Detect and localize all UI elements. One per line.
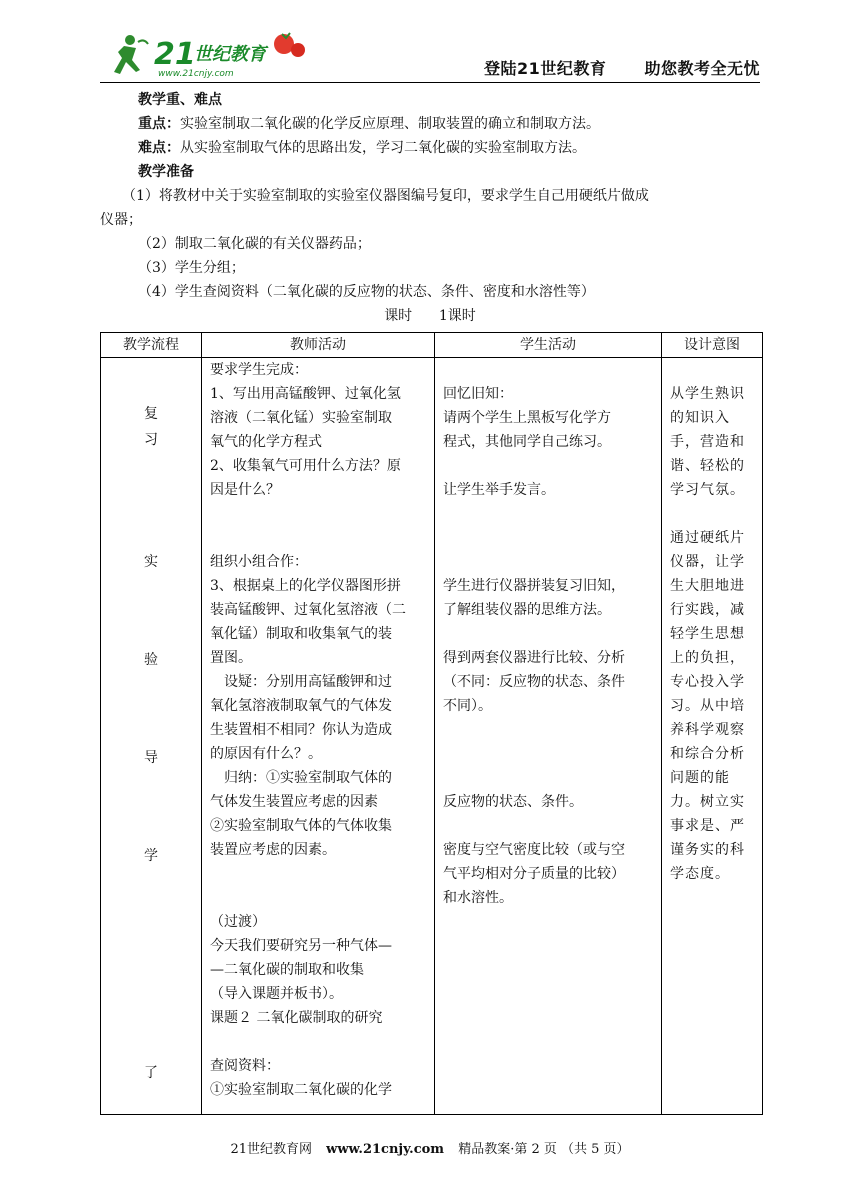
- teacher-line: （导入课题并板书）。: [210, 986, 343, 1002]
- design-line: 专心投入学: [670, 674, 745, 690]
- teacher-line: 溶液（二氧化锰）实验室制取: [210, 410, 392, 426]
- design-intent-cell: [662, 358, 763, 1115]
- teacher-line: 课题２ 二氧化碳制取的研究: [210, 1010, 383, 1026]
- design-line: 的知识入: [670, 410, 730, 426]
- student-line: [443, 742, 653, 766]
- prep-item-2: （2）制取二氧化碳的有关仪器药品；: [138, 236, 371, 252]
- student-line: 请两个学生上黑板写化学方: [443, 410, 611, 426]
- design-line: 养科学观察: [670, 722, 745, 738]
- prep-item-3: （3）学生分组；: [138, 260, 245, 276]
- student-line: 和水溶性。: [443, 890, 513, 906]
- teacher-line: （过渡）: [210, 914, 266, 930]
- difficulty-label: 难点：: [138, 140, 180, 156]
- design-line: [670, 358, 754, 382]
- design-line: 问题的能: [670, 770, 730, 786]
- flow-char: 了: [144, 1065, 158, 1081]
- flow-char: 学: [144, 848, 158, 864]
- flow-cell: [101, 358, 202, 1115]
- student-line: 气平均相对分子质量的比较）: [443, 866, 625, 882]
- key-point: [100, 112, 760, 136]
- teacher-line: 设疑：分别用高锰酸钾和过: [210, 674, 392, 690]
- key-label: 重点：: [138, 116, 180, 132]
- student-line: [443, 526, 653, 550]
- flow-char: 习: [144, 432, 158, 448]
- header-teacher: 教师活动: [202, 333, 435, 358]
- difficulty-point: [100, 136, 760, 160]
- design-line: 轻学生思想: [670, 626, 745, 642]
- teacher-line: 组织小组合作：: [210, 554, 308, 570]
- teacher-line: 2、收集氧气可用什么方法？原: [210, 458, 401, 474]
- design-line: 谐、轻松的: [670, 458, 745, 474]
- student-line: 得到两套仪器进行比较、分析: [443, 650, 625, 666]
- student-line: [443, 550, 653, 574]
- design-line: 从学生熟识: [670, 386, 745, 402]
- difficulty-text: 从实验室制取气体的思路出发，学习二氧化碳的实验室制取方法。: [180, 140, 586, 156]
- student-line: [443, 358, 653, 382]
- flow-char: 实: [144, 554, 158, 570]
- teacher-activity-cell: [202, 358, 435, 1115]
- teacher-line: 因是什么？: [210, 482, 280, 498]
- teacher-line: ①实验室制取二氧化碳的化学: [210, 1082, 392, 1098]
- design-line: [670, 502, 754, 526]
- key-text: 实验室制取二氧化碳的化学反应原理、制取装置的确立和制取方法。: [180, 116, 600, 132]
- teacher-line: 3、根据桌上的化学仪器图形拼: [210, 578, 401, 594]
- teacher-line: 氧气的化学方程式: [210, 434, 322, 450]
- svg-text:www.21cnjy.com: www.21cnjy.com: [158, 69, 234, 79]
- header-design: 设计意图: [662, 333, 763, 358]
- design-line: 学习气氛。: [670, 482, 745, 498]
- flow-char: 导: [144, 750, 158, 766]
- slogan-left: 登陆21世纪教育: [484, 59, 607, 78]
- prep-item-1-cont: 仪器；: [100, 212, 142, 228]
- heading-key-difficulty: 教学重、难点: [138, 92, 222, 108]
- design-line: 通过硬纸片: [670, 530, 745, 546]
- site-logo: [108, 30, 308, 80]
- teacher-line: [210, 526, 426, 550]
- student-line: [443, 766, 653, 790]
- period-line: 课时 1课时: [384, 308, 476, 324]
- teacher-line: 置图。: [210, 650, 252, 666]
- student-line: [443, 622, 653, 646]
- table-header-row: [101, 333, 763, 358]
- design-line: 仪器，让学: [670, 554, 745, 570]
- teacher-line: 装高锰酸钾、过氧化氢溶液（二: [210, 602, 406, 618]
- student-line: 反应物的状态、条件。: [443, 794, 583, 810]
- teacher-line: 装置应考虑的因素。: [210, 842, 336, 858]
- footer-site-link[interactable]: www.21cnjy.com: [326, 1142, 445, 1157]
- intro-section: [100, 88, 760, 328]
- table-row: [101, 358, 763, 1115]
- student-line: 程式，其他同学自己练习。: [443, 434, 611, 450]
- student-line: [443, 454, 653, 478]
- design-line: 谨务实的科: [670, 842, 745, 858]
- svg-text:世纪教育: 世纪教育: [194, 44, 266, 65]
- design-line: 手，营造和: [670, 434, 745, 450]
- student-activity-cell: [435, 358, 662, 1115]
- footer-page-info: 精品教案·第 2 页 （共 5 页）: [458, 1142, 630, 1157]
- design-line: 行实践，减: [670, 602, 745, 618]
- header-flow: 教学流程: [101, 333, 202, 358]
- teacher-line: 氧化锰）制取和收集氧气的装: [210, 626, 392, 642]
- page-footer: [0, 1138, 860, 1157]
- footer-org: 21世纪教育网: [230, 1142, 313, 1157]
- teacher-line: [210, 1030, 426, 1054]
- teacher-line: [210, 502, 426, 526]
- teacher-line: [210, 886, 426, 910]
- heading-preparation: 教学准备: [138, 164, 194, 180]
- teacher-line: 归纳：①实验室制取气体的: [210, 770, 392, 786]
- header-slogan: [484, 56, 760, 79]
- prep-item-1: （1）将教材中关于实验室制取的实验室仪器图编号复印，要求学生自己用硬纸片做成: [122, 188, 649, 204]
- teacher-line: 气体发生装置应考虑的因素: [210, 794, 378, 810]
- teacher-line: 1、写出用高锰酸钾、过氧化氢: [210, 386, 401, 402]
- student-line: 让学生举手发言。: [443, 482, 555, 498]
- teacher-line: —二氧化碳的制取和收集: [210, 962, 364, 978]
- flow-char: 复: [144, 406, 158, 422]
- teacher-line: [210, 862, 426, 886]
- design-line: 力。树立实: [670, 794, 745, 810]
- page-header: [100, 30, 760, 82]
- teacher-line: ②实验室制取气体的气体收集: [210, 818, 392, 834]
- slogan-right: 助您教考全无忧: [644, 59, 760, 78]
- teacher-line: 要求学生完成：: [210, 362, 308, 378]
- design-line: 学态度。: [670, 866, 730, 882]
- design-line: 生大胆地进: [670, 578, 745, 594]
- teacher-line: 氧化氢溶液制取氧气的气体发: [210, 698, 392, 714]
- student-line: 学生进行仪器拼装复习旧知，: [443, 578, 625, 594]
- student-line: （不同：反应物的状态、条件: [443, 674, 625, 690]
- student-line: [443, 814, 653, 838]
- teacher-line: 的原因有什么？。: [210, 746, 322, 762]
- flow-char: 验: [144, 652, 158, 668]
- student-line: [443, 502, 653, 526]
- student-line: 不同）。: [443, 698, 492, 714]
- student-line: 回忆旧知：: [443, 386, 513, 402]
- design-line: 习。从中培: [670, 698, 745, 714]
- svg-text:21: 21: [154, 37, 196, 72]
- teacher-line: 今天我们要研究另一种气体—: [210, 938, 392, 954]
- header-rule: [100, 82, 760, 83]
- header-student: 学生活动: [435, 333, 662, 358]
- teacher-line: 查阅资料：: [210, 1058, 280, 1074]
- lesson-table: [100, 332, 763, 1115]
- design-line: 事求是、严: [670, 818, 745, 834]
- student-line: [443, 718, 653, 742]
- student-line: 密度与空气密度比较（或与空: [443, 842, 625, 858]
- design-line: 上的负担，: [670, 650, 745, 666]
- design-line: 和综合分析: [670, 746, 745, 762]
- teacher-line: 生装置相不相同？你认为造成: [210, 722, 392, 738]
- prep-item-4: （4）学生查阅资料（二氧化碳的反应物的状态、条件、密度和水溶性等）: [138, 284, 595, 300]
- student-line: 了解组装仪器的思维方法。: [443, 602, 611, 618]
